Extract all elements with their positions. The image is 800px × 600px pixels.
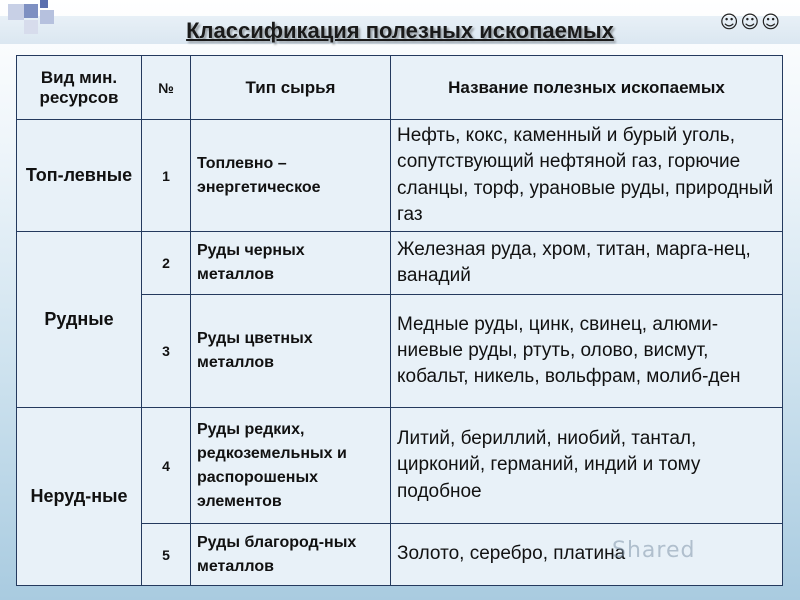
decor-square xyxy=(40,0,48,8)
mineral-names: Нефть, кокс, каменный и бурый уголь, сопутствующий нефтяной газ, горючие сланцы, торф, урановые руды, природный газ xyxy=(391,120,783,232)
group-nonore: Неруд-ные xyxy=(17,408,142,586)
raw-type: Руды редких, редкоземельных и распорошеных элементов xyxy=(191,408,391,524)
classification-table xyxy=(16,55,783,586)
slide-title: Классификация полезных ископаемых xyxy=(186,18,614,43)
header-raw-type: Тип сырья xyxy=(191,56,391,120)
smiley-icons: ☺☺☺ xyxy=(719,12,782,33)
group-fuel: Топ-левные xyxy=(17,120,142,232)
group-ore: Рудные xyxy=(17,232,142,408)
raw-type: Руды черных металлов xyxy=(191,232,391,295)
header-number: № xyxy=(142,56,191,120)
row-number: 3 xyxy=(142,295,191,408)
table-row xyxy=(17,232,783,295)
row-number: 4 xyxy=(142,408,191,524)
mineral-names: Золото, серебро, платина xyxy=(391,524,783,586)
table-row xyxy=(17,120,783,232)
row-number: 5 xyxy=(142,524,191,586)
raw-type: Руды цветных металлов xyxy=(191,295,391,408)
mineral-names: Железная руда, хром, титан, марга-нец, ванадий xyxy=(391,232,783,295)
mineral-names: Литий, бериллий, ниобий, тантал, цирконий, германий, индий и тому подобное xyxy=(391,408,783,524)
shared-watermark: Shared xyxy=(612,538,696,563)
mineral-names: Медные руды, цинк, свинец, алюми-ниевые руды, ртуть, олово, висмут, кобальт, никель, вольфрам, молиб-ден xyxy=(391,295,783,408)
row-number: 2 xyxy=(142,232,191,295)
raw-type: Руды благород-ных металлов xyxy=(191,524,391,586)
header-resource-kind: Вид мин. ресурсов xyxy=(17,56,142,120)
table-header-row xyxy=(17,56,783,120)
table-row xyxy=(17,408,783,524)
header-mineral-names: Название полезных ископаемых xyxy=(391,56,783,120)
row-number: 1 xyxy=(142,120,191,232)
raw-type: Топлевно – энергетическое xyxy=(191,120,391,232)
